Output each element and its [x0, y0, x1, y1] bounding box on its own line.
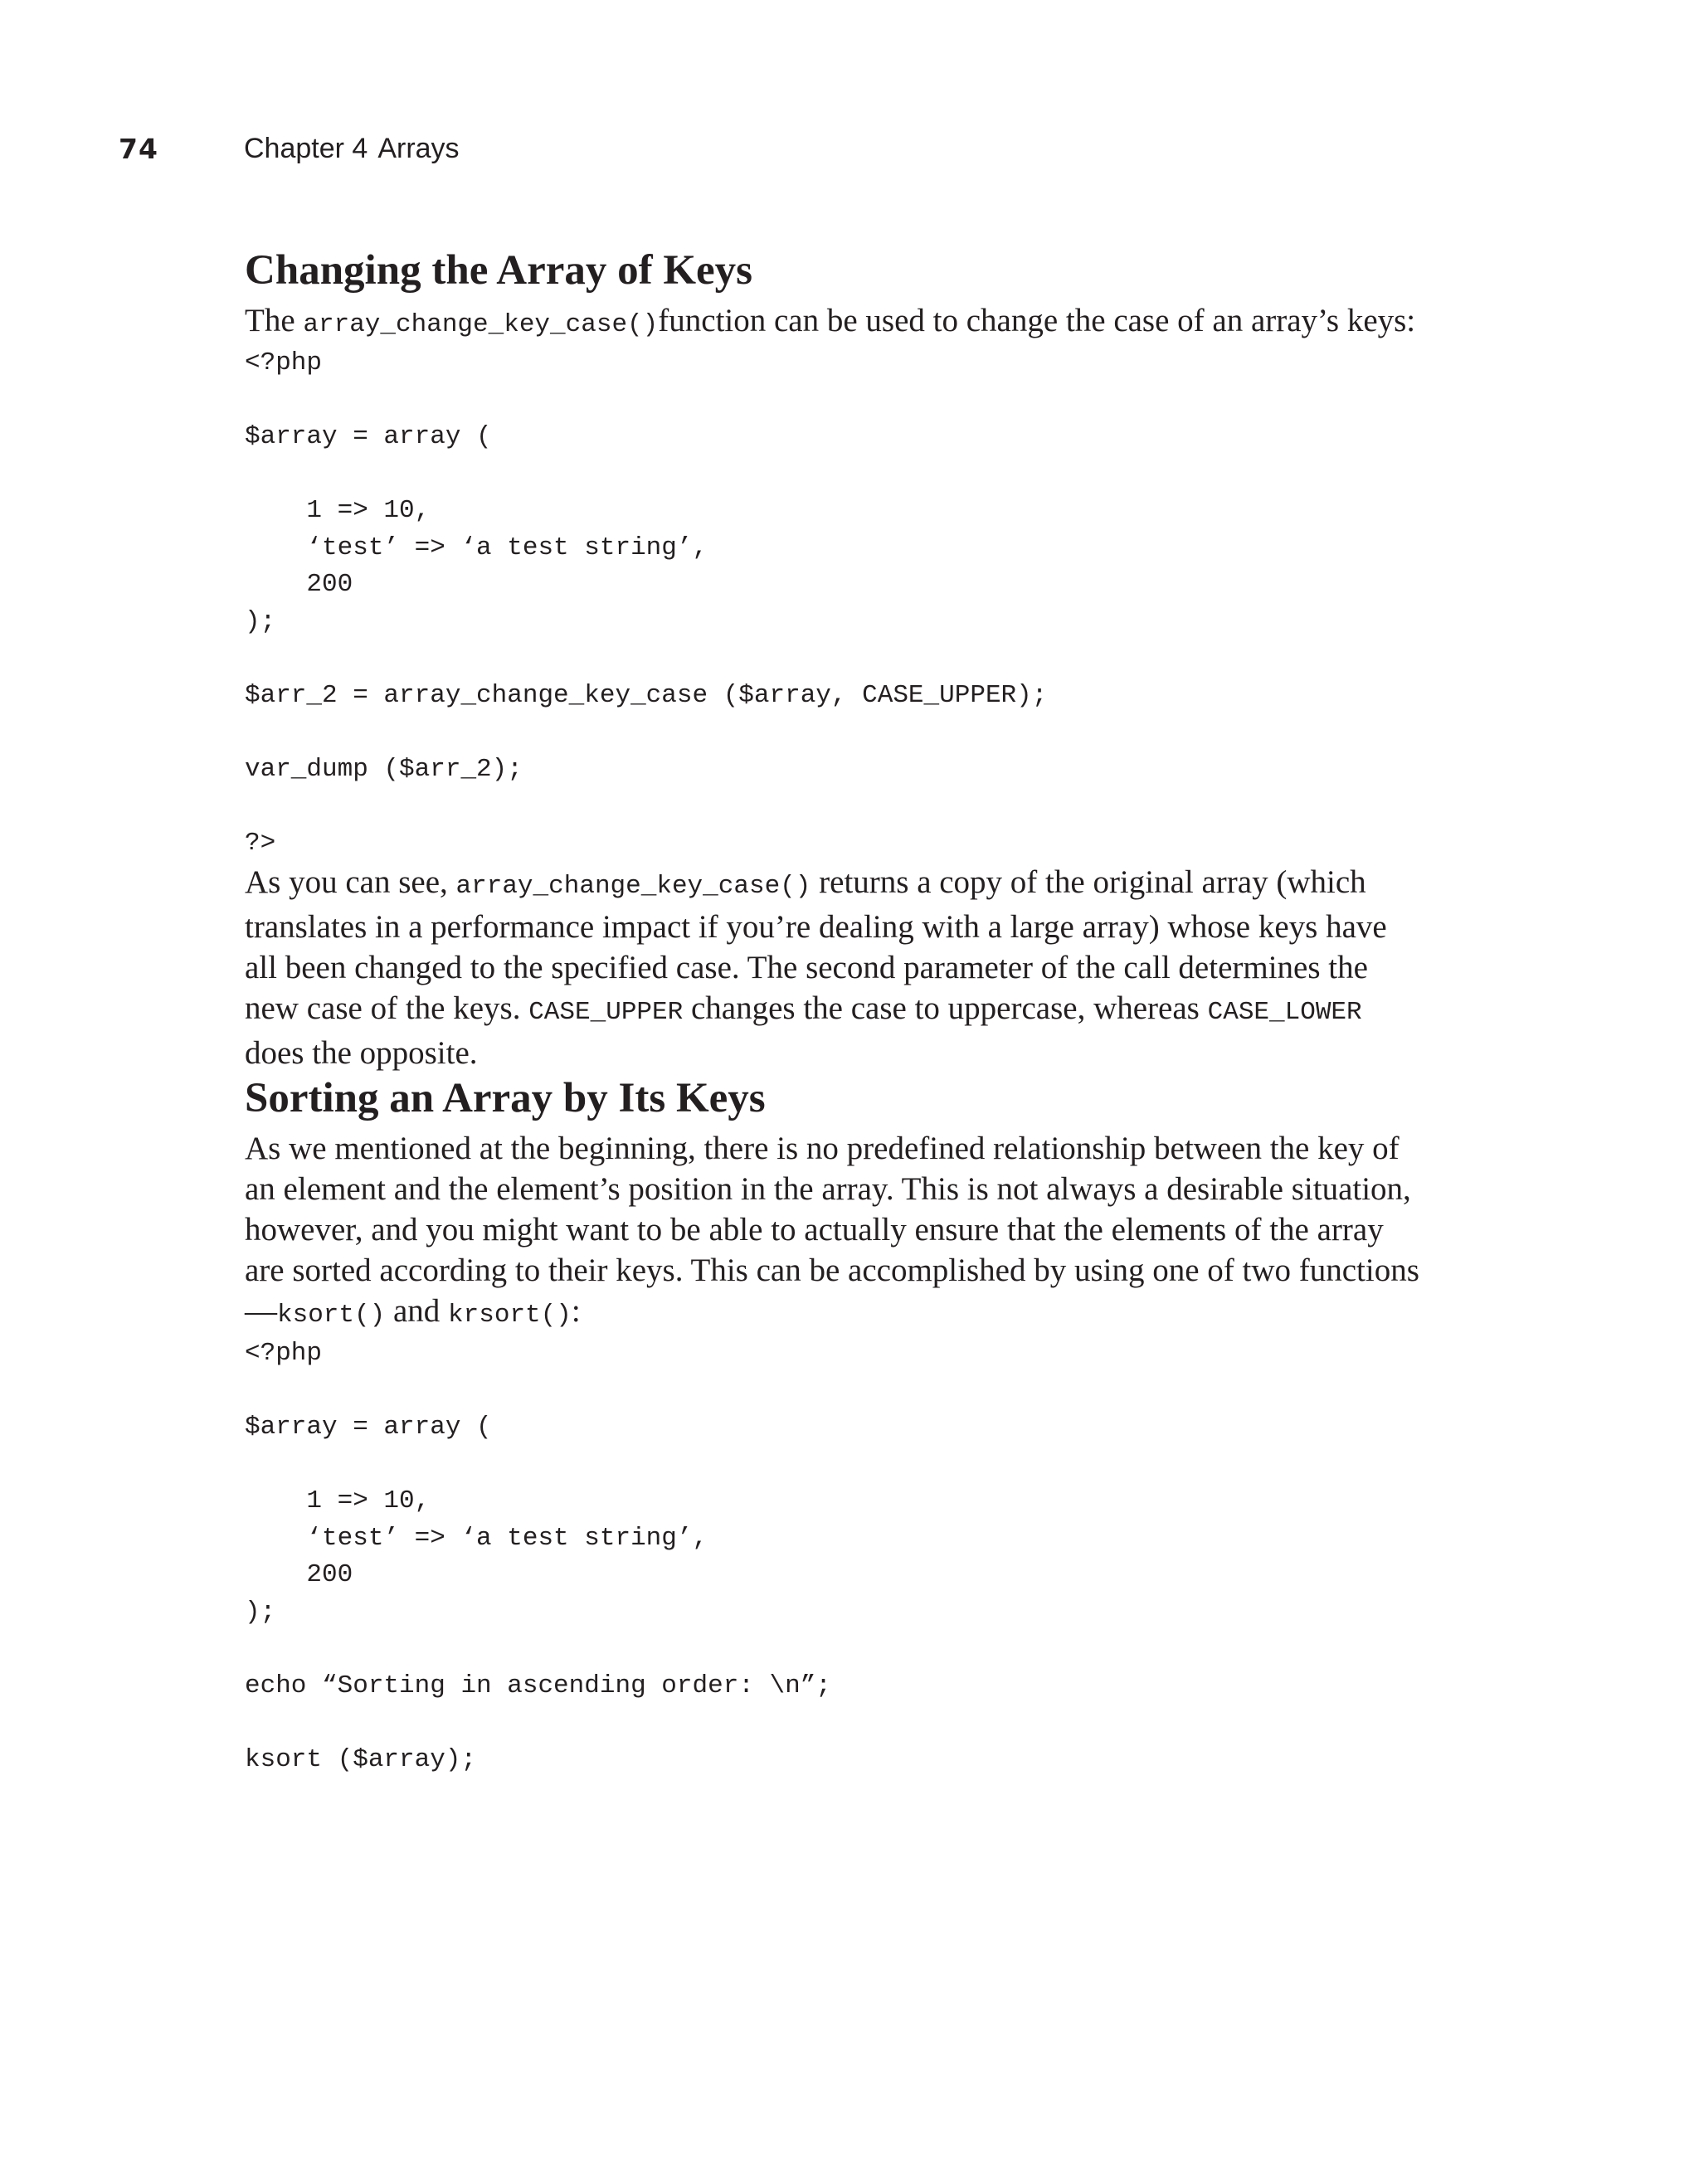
section1-intro-paragraph — [245, 300, 1423, 345]
sort-text-1: As we mentioned at the beginning, there is no predefined relationship between the key of an element and the element’s position in the array. This is not always a desirable situation, however, and you might want to be able to actually ensure that the elements of the array are sorted according to their keys. This can be accomplished by using one of two functions— — [245, 1131, 1419, 1329]
chapter-number: Chapter 4 — [244, 133, 368, 164]
explain-inline-code-2: CASE_UPPER — [528, 998, 684, 1027]
section1-explanation-paragraph — [245, 862, 1423, 1073]
section-heading-changing-keys: Changing the Array of Keys — [245, 247, 752, 294]
chapter-title: Arrays — [377, 133, 460, 164]
sort-inline-code-krsort: krsort() — [448, 1301, 572, 1330]
intro-text-after: function can be used to change the case of an array’s keys: — [658, 303, 1416, 338]
sort-text-2: and — [385, 1293, 449, 1329]
explain-text-4: does the opposite. — [245, 1035, 478, 1071]
section2-intro-paragraph — [245, 1128, 1423, 1335]
intro-text-before: The — [245, 303, 304, 338]
page-number: 74 — [119, 133, 158, 165]
intro-inline-code: array_change_key_case() — [303, 310, 659, 339]
explain-text-2: returns a copy of the original array (which translates in a performance impact if you’re dealing with a large array) whose keys have all been changed to the specified case. The second parameter of the call determines the new case of the keys. — [245, 864, 1387, 1026]
code-block-change-key-case: <?php $array = array ( 1 => 10, ‘test’ => ‘a test string’, 200 ); $arr_2 = array_change_key_case ($array, CASE_UPPER); var_dump ($arr_2); ?> — [245, 348, 1048, 858]
sort-inline-code-ksort: ksort() — [277, 1301, 386, 1330]
explain-inline-code-3: CASE_LOWER — [1207, 998, 1362, 1027]
explain-text-3: changes the case to uppercase, whereas — [683, 990, 1208, 1026]
explain-inline-code-1: array_change_key_case() — [455, 872, 811, 901]
explain-text-1: As you can see, — [245, 864, 456, 900]
chapter-label — [244, 133, 460, 165]
running-head — [119, 133, 1446, 174]
section-heading-sorting-keys: Sorting an Array by Its Keys — [245, 1075, 766, 1121]
code-block-ksort: <?php $array = array ( 1 => 10, ‘test’ => ‘a test string’, 200 ); echo “Sorting in ascending order: \n”; ksort ($array); — [245, 1339, 831, 1774]
sort-text-3: : — [571, 1293, 581, 1329]
page-content — [245, 246, 1423, 1778]
